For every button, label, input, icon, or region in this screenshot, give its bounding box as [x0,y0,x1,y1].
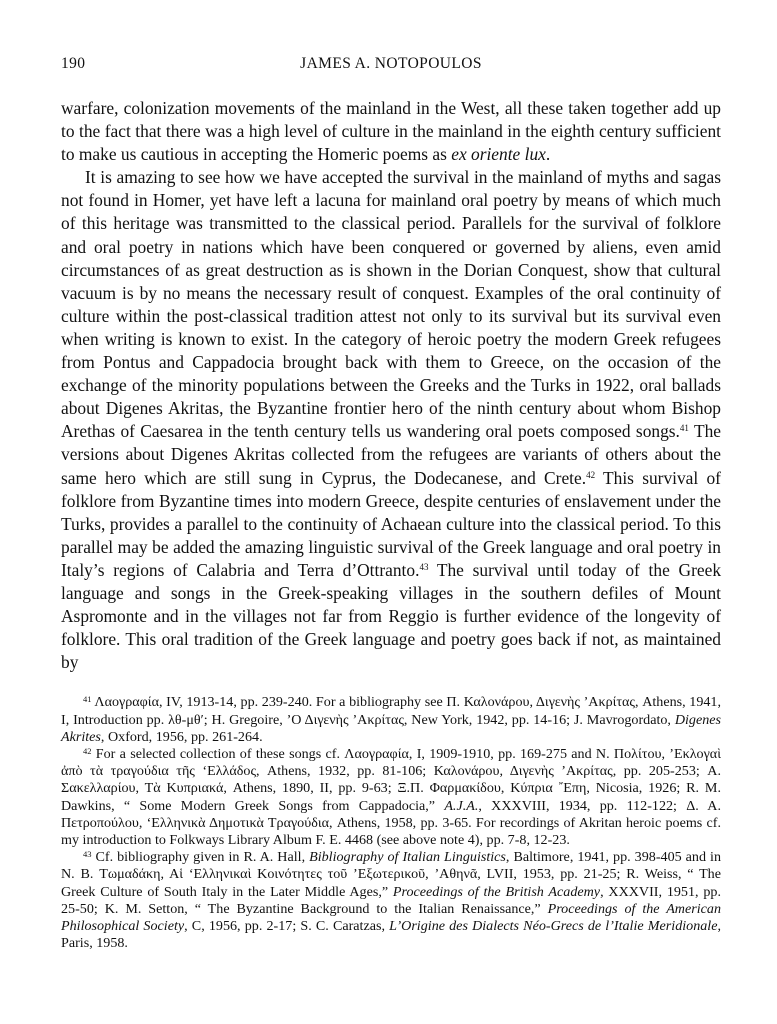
footnote-ref-43[interactable]: 43 [419,561,429,572]
italic-title: L’Origine des Dialects Néo-Grecs de l’Italie Meridionale [389,917,718,934]
footnote-ref-41[interactable]: 41 [679,423,689,434]
text-run: warfare, colonization movements of the mainland in the West, all these taken together add up to the fact that there was a high level of culture in the mainland in the eighth century sufficient to make us cautious in accepting the Homeric poems as [61,98,721,165]
text-run: , Paris, 1958. [61,917,721,952]
book-page [61,55,721,952]
text-run: For a selected collection of these songs cf. Λαογραφία, I, 1909-1910, pp. 169-275 and Ν. Πολίτου, ’Εκλογαὶ ἀπὸ τὰ τραγούδια τῆς ‘Ελλάδος, Athens, 1932, pp. 81-106; Καλονάρου, Διγενὴς ’Ακρίτας, pp. 205-253; Α. Σακελλαρίου, Τὰ Κυπριακά, Athens, 1890, II, pp. 9-63; Ξ.Π. Φαρμακίδου, Κύπρια ῎Επη, Nicosia, 1926; R. M. Dawkins, “ Some Modern Greek Songs from Cappadocia,” [61,745,721,814]
footnote-number: 42 [83,745,92,756]
italic-title: Digenes Akrites [61,711,721,745]
footnote-43 [61,849,721,952]
text-run: The survival until today of the Greek language and songs in the Greek-speaking villages in the southern defiles of Mount Aspromonte and in the villages not far from Reggio is further evidence of the longevity of folklore. This oral tradition of the Greek language and poetry goes back if not, as maintained by [61,559,722,673]
text-run: This survival of folklore from Byzantine times into modern Greece, despite centuries of enslavement under the Turks, provides a parallel to the continuity of Achaean culture into the classical period. To this parallel may be added the amazing linguistic survival of the Greek language and oral poetry in Italy’s regions of Calabria and Terra d’Ottranto. [61,467,721,580]
footnote-number: 41 [83,694,92,705]
text-run: The versions about Digenes Akritas collected from the refugees are variants of others about the same hero which are still sung in Cyprus, the Dodecanese, and Crete. [61,421,721,488]
text-run: Λαογραφία, IV, 1913-14, pp. 239-240. For a bibliography see Π. Καλονάρου, Διγενὴς ’Ακρίτας, Athens, 1941, I, Introduction pp. λθ-μθ′; H. Gregoire, ’Ο Διγενὴς ’Ακρίτας, New York, 1942, pp. 14-16; J. Mavrogordato, [61,694,721,728]
italic-title: Bibliography of Italian Linguistics [309,849,506,866]
page-header [61,55,721,81]
text-run: It is amazing to see how we have accepted the survival in the mainland of myths and sagas not found in Homer, yet have left a lacuna for mainland oral poetry by means of which much of this heritage was transmitted to the classical period. Parallels for the survival of folklore and oral poetry in nations which have been conquered or governed by aliens, even amid circumstances of as great destruction as is shown in the Dorian Conquest, show that cultural vacuum is by no means the necessary result of conquest. Examples of the oral continuity of culture within the post-classical tradition attest not only to its survival but its survival even when writing is known to exist. In the category of heroic poetry the modern Greek refugees from Pontus and Cappadocia brought back with them to Greece, on the occasion of the exchange of the minority populations between the Greeks and the Turks in 1922, oral ballads about Digenes Akritas, the Byzantine frontier hero of the ninth century about whom Bishop Arethas of Caesarea in the tenth century tells us wandering oral poets composed songs. [61,167,721,442]
text-run: Cf. bibliography given in R. A. Hall, [91,849,310,866]
text-run: , Baltimore, 1941, pp. 398-405 and in N. B. Τωμαδάκη, Αἱ ‘Ελληνικαὶ Κοινότητες τοῦ ’Εξωτερικοῦ, ’Αθηνᾶ, LVII, 1953, pp. 21-25; R. Weiss, “ The Greek Culture of South Italy in the Later Middle Ages,” [61,849,721,900]
footnote-number: 43 [83,849,92,860]
text-run: , XXXVIII, 1934, pp. 112-122; Δ. Α. Πετροπούλου, ‘Ελληνικὰ Δημοτικὰ Τραγούδια, Athens, 1958, pp. 3-65. For recordings of Akritan heroic poems cf. my introduction to Folkways Library Album F. E. 4468 (see above note 4), pp. 7-8, 12-23. [61,797,722,848]
running-head: JAMES A. NOTOPOULOS [300,55,482,72]
footnotes [61,694,721,952]
text-run: , Oxford, 1956, pp. 261-264. [100,728,263,745]
text-run: . [545,144,551,165]
main-text [61,97,721,674]
footnote-ref-42[interactable]: 42 [586,469,596,480]
text-run: , C, 1956, pp. 2-17; S. C. Caratzas, [184,917,390,934]
footnote-41 [61,694,721,746]
page-number: 190 [61,55,86,72]
text-run: , XXXVII, 1951, pp. 25-50; K. M. Setton, “ The Byzantine Background to the Italian Renaissance,” [61,883,721,917]
paragraph-continuation [61,97,721,166]
italic-phrase: ex oriente lux [451,144,546,165]
italic-title: A.J.A. [444,797,479,814]
footnote-42 [61,746,721,849]
italic-title: Proceedings of the American Philosophical Society [61,900,721,934]
italic-title: Proceedings of the British Academy [392,883,601,900]
paragraph [61,166,721,674]
